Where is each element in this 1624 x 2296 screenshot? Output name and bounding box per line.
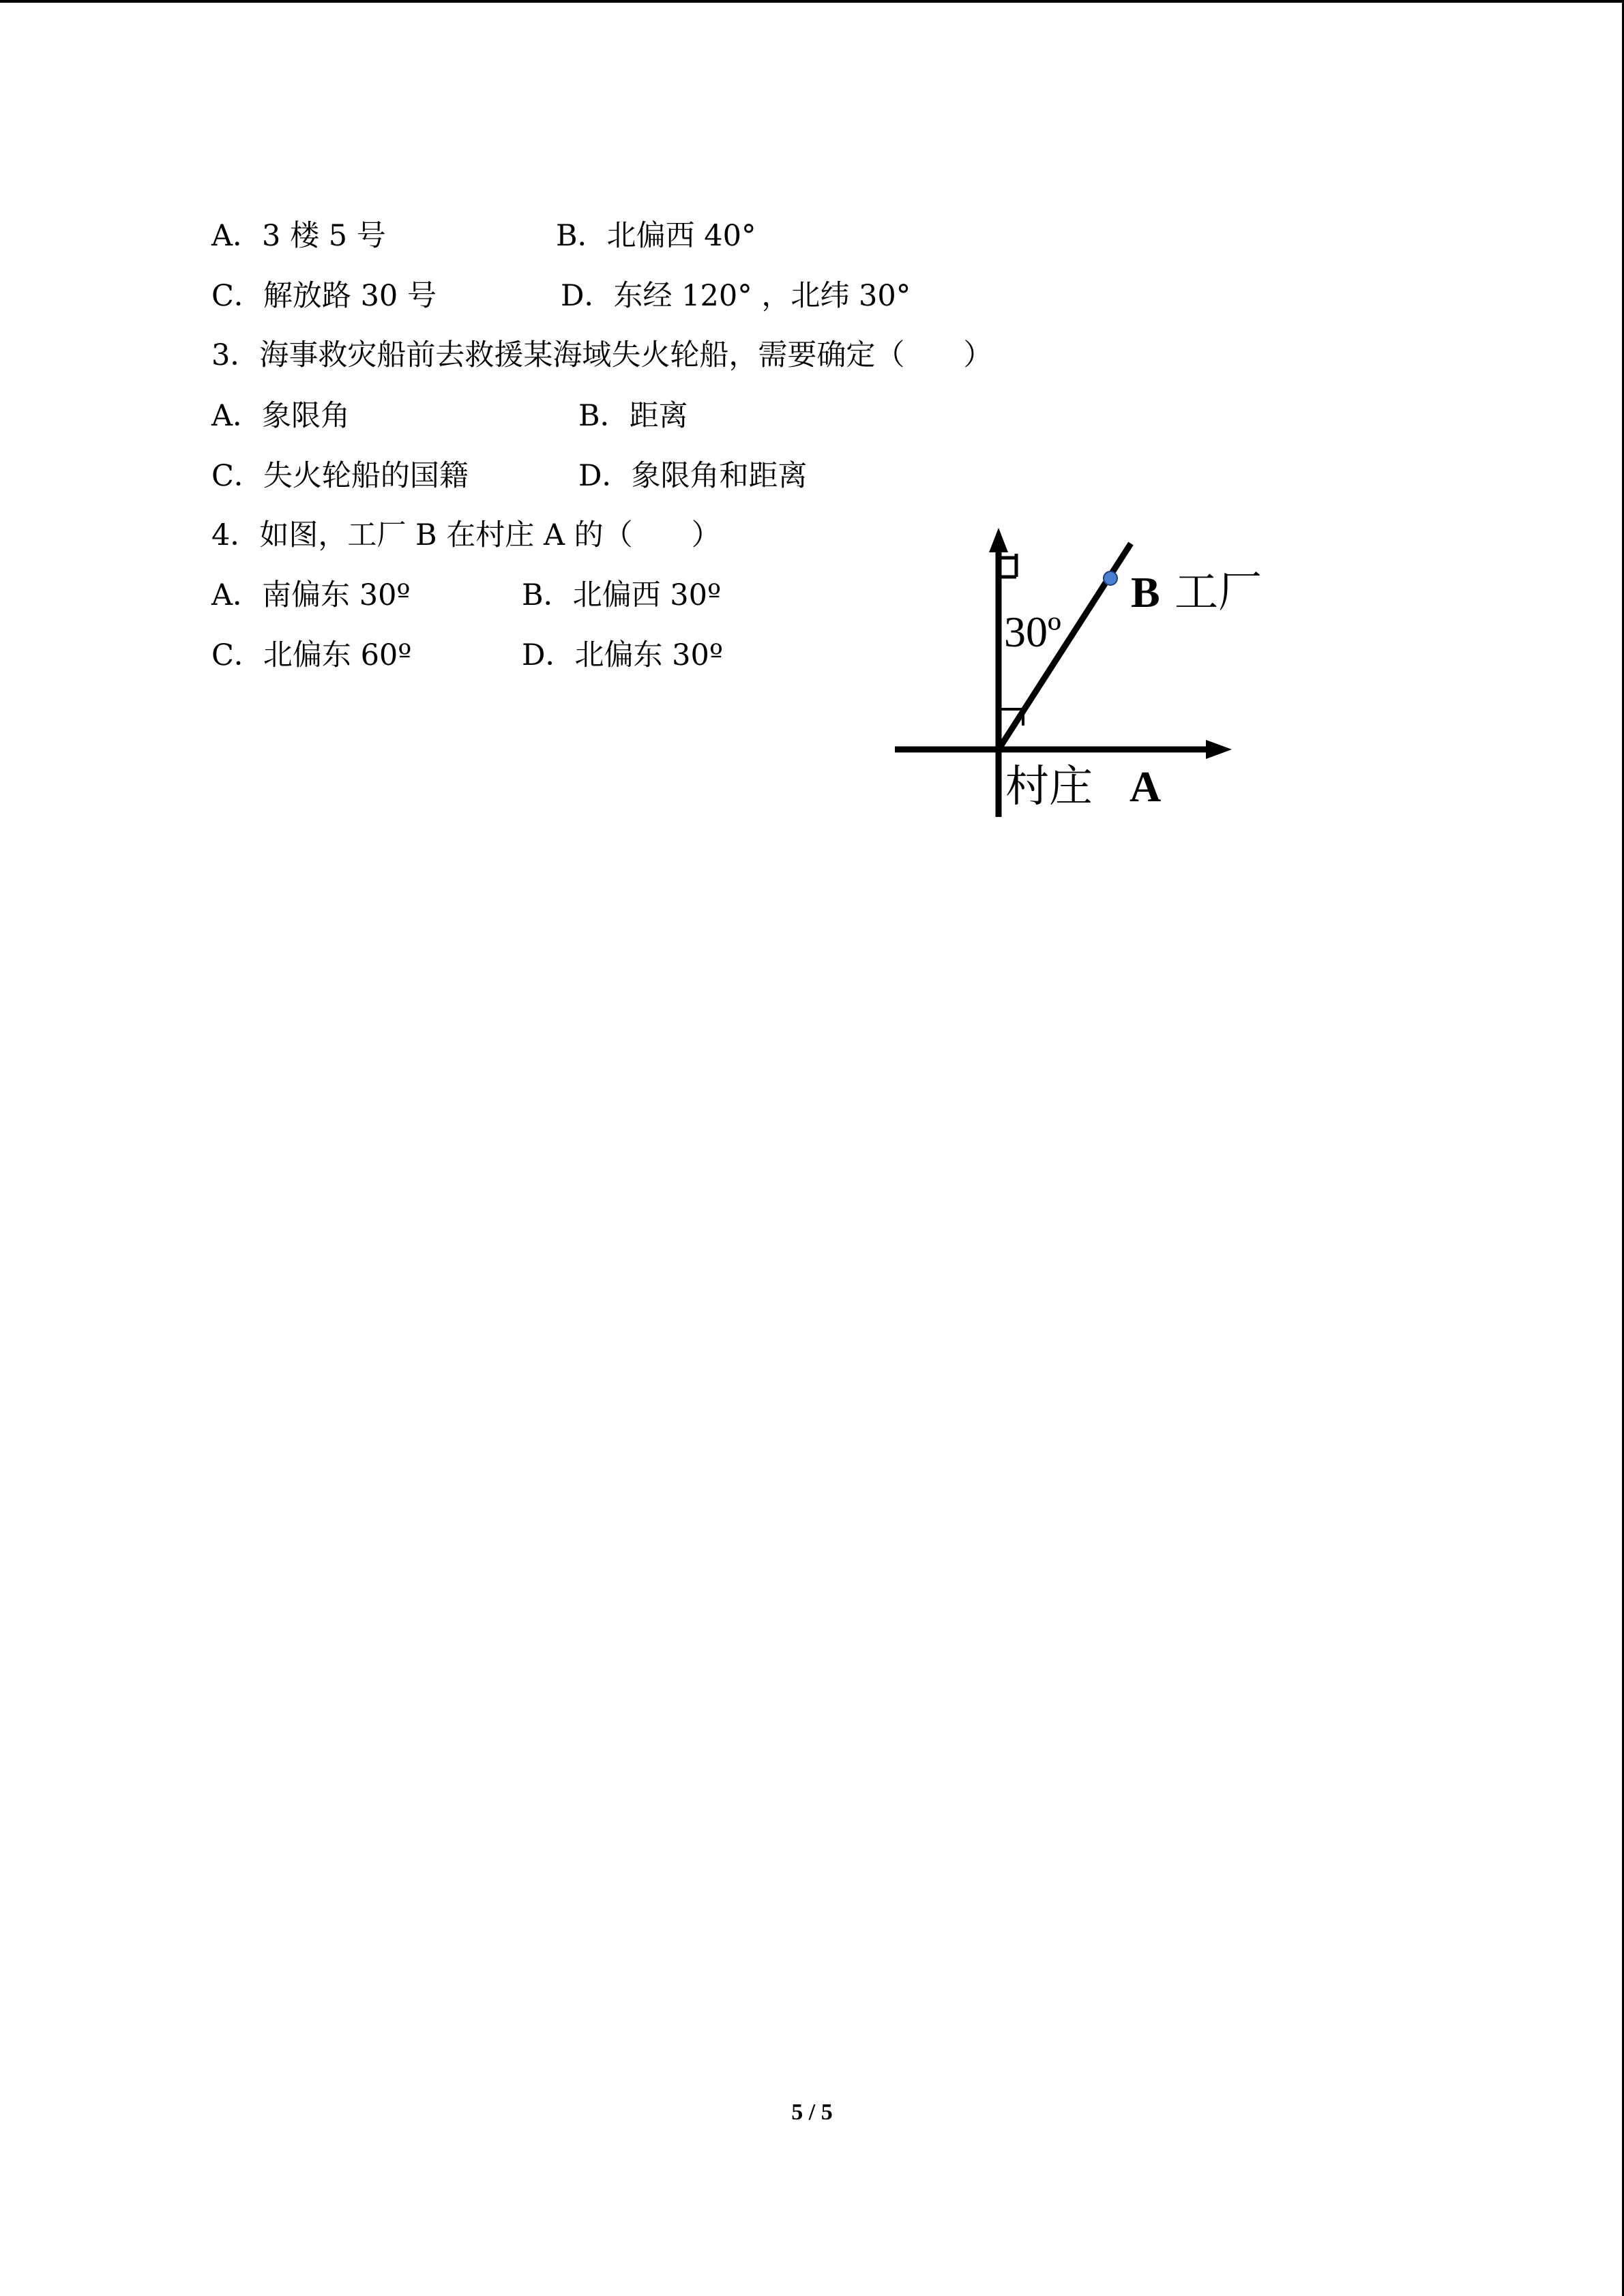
factory-label: 工厂 xyxy=(1175,567,1262,618)
direction-diagram xyxy=(887,525,1282,825)
point-b-label: B xyxy=(1131,568,1160,616)
q4-option-b: B．北偏西 30º xyxy=(522,578,722,612)
point-b-marker xyxy=(1104,571,1117,585)
q3-option-d: D．象限角和距离 xyxy=(578,459,808,493)
q4-option-d: D．北偏东 30º xyxy=(522,638,724,672)
q2-option-d: D．东经 120° ，北纬 30° xyxy=(561,279,911,313)
q3-option-c: C．失火轮船的国籍 xyxy=(211,459,469,493)
q4-option-a: A．南偏东 30º xyxy=(211,578,411,612)
point-a-label: A xyxy=(1130,762,1162,811)
q2-option-c: C．解放路 30 号 xyxy=(211,279,437,313)
q2-option-b: B．北偏西 40° xyxy=(556,219,756,253)
page-top-border xyxy=(0,0,1624,3)
east-arrow-icon xyxy=(1206,740,1232,759)
q3-stem: 3．海事救灾船前去救援某海域失火轮船，需要确定（ ） xyxy=(211,338,993,372)
q3-option-a: A．象限角 xyxy=(211,399,351,433)
page-number: 5 / 5 xyxy=(791,2100,833,2125)
north-arrow-icon xyxy=(989,528,1008,552)
q4-option-c: C．北偏东 60º xyxy=(211,638,412,672)
village-label: 村庄 xyxy=(1005,762,1093,812)
angle-label: 30º xyxy=(1004,608,1061,656)
q4-stem: 4．如图，工厂 B 在村庄 A 的（ ） xyxy=(211,518,721,552)
q2-option-a: A．3 楼 5 号 xyxy=(211,219,386,253)
q3-option-b: B．距离 xyxy=(578,399,688,433)
